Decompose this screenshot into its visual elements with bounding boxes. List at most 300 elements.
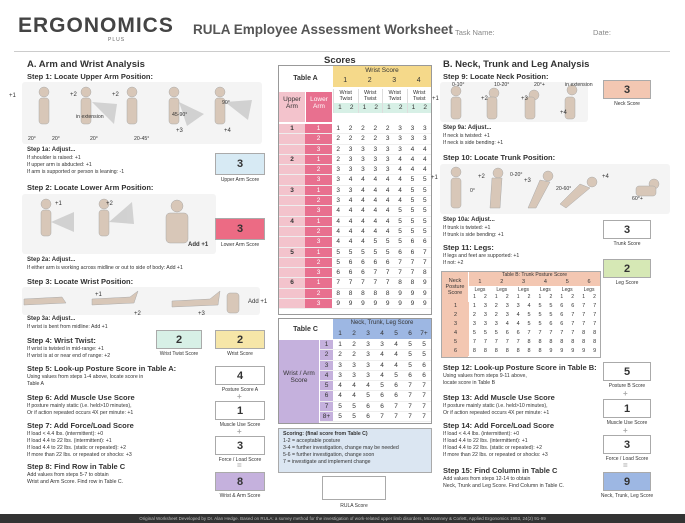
table-a-cell: 5 (410, 197, 415, 205)
table-a-cell: 7 (398, 258, 402, 266)
step15-note-2: Neck, Trunk and Leg Score. Find Column in Table C. (443, 483, 565, 489)
step11-note-1: If legs and feet are supported: +1 (443, 253, 520, 259)
table-b-cell: 6 (505, 330, 509, 336)
step2-title: Step 2: Locate Lower Arm Position: (27, 183, 154, 192)
table-b-cell: 8 (483, 348, 487, 354)
ua-fig-angle-1: 20° (28, 136, 36, 142)
step11-note-2: If not: +2 (443, 260, 464, 266)
leg-col-header: 1 (516, 294, 520, 300)
table-a-cell: 4 (398, 176, 402, 184)
table-a-cell: 5 (423, 176, 427, 184)
leg-col-header: 1 (473, 294, 476, 300)
step4-note-1: If wrist is twisted in mid-range: +1 (27, 346, 104, 352)
step14-note-3: If load 4.4 to 22 lbs. (static or repeated): +2 (443, 445, 543, 451)
table-b-cell: 8 (593, 339, 597, 345)
trunk-score-label: Trunk Score (613, 241, 641, 247)
header-divider (14, 51, 670, 52)
step3-title: Step 3: Locate Wrist Position: (27, 277, 134, 286)
step3a-note-1: If wrist is bent from midline: Add +1 (27, 324, 108, 330)
table-c-cell: 3 (338, 371, 342, 379)
wrist-score[interactable]: 2 (215, 330, 265, 349)
table-a-cell: 3 (336, 186, 340, 194)
table-a-cell: 9 (385, 300, 390, 308)
lower-arm-score[interactable]: 3 (215, 218, 265, 240)
table-c-cell: 7 (422, 392, 426, 400)
table-a-cell: 3 (373, 166, 378, 174)
table-b-trunk-col: 4 (543, 279, 547, 285)
wrist-score-label: Wrist Score (227, 351, 253, 357)
leg-col-header: 2 (483, 294, 487, 300)
step5-note-2: Table A (27, 381, 45, 387)
table-a-cell: 3 (336, 197, 340, 205)
wrist-score-header: Wrist Score (333, 66, 431, 75)
t-fig-angle-4: 60°+ (632, 196, 643, 202)
step2a-title: Step 2a: Adjust... (27, 257, 76, 263)
table-a-cell: 5 (410, 227, 415, 235)
table-a-cell: 6 (336, 269, 340, 277)
table-a-cell: 9 (398, 289, 402, 297)
table-a-cell: 6 (398, 248, 402, 256)
step2a-note-1: If either arm is working across midline or out to side of body: Add +1 (27, 265, 183, 271)
step4-note-2: If wrist is at or near end of range: +2 (27, 353, 111, 359)
table-b-title: Table B: Trunk Posture Score (469, 272, 600, 279)
table-c-cell: 4 (380, 371, 384, 379)
table-a-cell: 4 (361, 238, 365, 246)
table-c-row-header: 3 (320, 361, 333, 370)
table-a-cell: 4 (361, 227, 365, 235)
table-a-cell: 7 (348, 279, 353, 287)
table-a-cell: 6 (361, 258, 365, 266)
ua-fig-angle-2: 20° (52, 136, 60, 142)
step8-note-2: Wrist and Arm Score. Find row in Table C. (27, 479, 124, 485)
table-c-cell: 5 (408, 351, 412, 359)
table-a-cell: 6 (410, 248, 415, 256)
step10a-note-1: If trunk is twisted: +1 (443, 225, 491, 231)
task-name-label: Task Name: (455, 28, 495, 37)
table-a-cell: 9 (361, 300, 365, 308)
wrist-twist-score[interactable]: 2 (156, 330, 202, 349)
step12-note-2: locate score in Table B (443, 380, 496, 386)
muscle-use-score-b[interactable]: 1 (603, 399, 651, 418)
table-a-cell: 7 (398, 269, 402, 277)
table-a-row (279, 124, 431, 134)
table-c-cell: 7 (408, 402, 412, 410)
upper-arm-cell (279, 134, 305, 143)
table-c-row-header: 5 (320, 381, 333, 390)
posture-a-score[interactable]: 4 (215, 366, 265, 385)
step15-note-1: Add values from steps 12-14 to obtain (443, 476, 531, 482)
table-a-cell: 1 (336, 125, 340, 132)
step10a-note-2: If trunk is side bending: +1 (443, 232, 504, 238)
table-c-col-header: 2 (352, 330, 356, 337)
table-c-col-header: 1 (338, 330, 342, 337)
table-b-cell: 7 (560, 330, 564, 336)
table-c-cell: 5 (408, 361, 412, 369)
step14-note-4: If more than 22 lbs. or repeated or shocks: +3 (443, 452, 548, 458)
table-b-cell: 9 (549, 348, 553, 354)
table-a-cell: 4 (373, 186, 378, 194)
table-b-cell: 7 (549, 330, 553, 336)
table-b-cell: 8 (538, 348, 542, 354)
table-c-cell: 4 (394, 351, 398, 359)
table-a-cell: 4 (385, 176, 390, 184)
table-b-cell: 5 (527, 312, 531, 318)
neck-trunk-leg-score[interactable]: 9 (603, 472, 651, 491)
n-fig-label-1: +1 (432, 96, 439, 102)
table-a-row (279, 278, 431, 288)
table-a-cell: 3 (410, 135, 415, 143)
table-a-cell: 3 (348, 186, 353, 194)
n-fig-angle-4: in extension (565, 82, 593, 88)
step1a-title: Step 1a: Adjust... (27, 147, 76, 153)
step3a-title: Step 3a: Adjust... (27, 316, 76, 322)
table-b-cell: 9 (582, 348, 586, 354)
table-c-cell: 4 (394, 361, 398, 369)
table-c-cell: 3 (380, 341, 384, 348)
table-a-cell: 3 (398, 125, 402, 132)
lower-arm-cell: 2 (305, 289, 332, 298)
step8-note-1: Add values from steps 5-7 to obtain (27, 472, 109, 478)
table-a-cell: 5 (423, 197, 427, 205)
table-c-cell: 4 (338, 392, 342, 400)
scoring-line-2: 3-4 = further investigation, change may be needed (283, 445, 399, 451)
n-fig-angle-1: 0-10° (452, 82, 465, 88)
n-fig-angle-3: 20°+ (534, 82, 545, 88)
t-fig-angle-2: 0-20° (510, 172, 523, 178)
n-fig-angle-2: 10-20° (494, 82, 510, 88)
table-c-row-header: 4 (320, 371, 333, 380)
table-a-cell: 4 (361, 207, 365, 215)
upper-arm-cell: 4 (279, 217, 305, 226)
upper-arm-score-label: Upper Arm Score (220, 177, 260, 183)
trunk-score[interactable]: 3 (603, 220, 651, 239)
table-b-cell: 4 (527, 303, 531, 309)
table-b-cell: 3 (483, 303, 487, 309)
section-a-title: A. Arm and Wrist Analysis (27, 59, 145, 70)
table-a-cell: 3 (385, 145, 390, 153)
table-a-cell: 7 (385, 279, 390, 287)
table-a-cell: 4 (410, 166, 415, 174)
table-a-cell: 7 (423, 248, 427, 256)
table-a-cell: 4 (385, 197, 390, 205)
step12-title: Step 12: Look-up Posture Score in Table B: (443, 363, 597, 372)
neck-score[interactable]: 3 (603, 80, 651, 99)
twist-col-header: 1 (411, 104, 416, 111)
leg-score[interactable]: 2 (603, 259, 651, 278)
legs-group (556, 287, 578, 301)
table-b-row (442, 338, 600, 347)
table-c-row (320, 340, 431, 350)
step5-note-1: Using values from steps 1-4 above, locate score in (27, 374, 144, 380)
step1a-note-3: If arm is supported or person is leaning: -1 (27, 169, 125, 175)
table-b-trunk-col: 2 (500, 279, 504, 285)
table-b-cell: 9 (560, 348, 564, 354)
table-b-cell: 5 (538, 312, 542, 318)
table-b-legs-cols (469, 287, 600, 301)
wrist-col-header: 3 (392, 77, 397, 84)
table-c-row (320, 350, 431, 360)
table-c-cell: 5 (380, 382, 384, 390)
table-b-cell: 6 (560, 303, 564, 309)
legs-group (534, 287, 556, 301)
table-a-row (279, 134, 431, 144)
table-a-cell: 4 (423, 155, 427, 163)
table-c-header: Neck, Trunk, Leg Score (333, 319, 431, 328)
table-b-cell: 8 (494, 348, 498, 354)
table-a-cell: 4 (361, 217, 365, 225)
table-b-cell: 2 (472, 312, 476, 318)
w-fig-label-3: +3 (198, 311, 205, 317)
table-a-cell: 3 (361, 155, 365, 163)
table-a-row (279, 186, 431, 196)
table-a-cell: 4 (361, 186, 365, 194)
lower-arm-cell: 2 (305, 165, 332, 174)
table-c-col-header: 4 (380, 330, 384, 337)
step1-title: Step 1: Locate Upper Arm Position: (27, 72, 153, 81)
table-a-cell: 2 (373, 125, 378, 132)
ua-fig-label-2: +2 (70, 92, 77, 98)
logo: ERGONOMICS (18, 14, 174, 37)
table-b-cell: 3 (505, 303, 509, 309)
table-c-col-header: 6 (408, 330, 412, 337)
table-b-cell: 3 (494, 321, 498, 327)
step4-title: Step 4: Wrist Twist: (27, 336, 96, 345)
table-a-cell: 5 (336, 248, 340, 256)
force-load-score-a[interactable]: 3 (215, 436, 265, 455)
table-a-cell: 4 (410, 145, 415, 153)
table-c-cell: 5 (422, 341, 426, 348)
table-a-cell: 8 (336, 289, 340, 297)
table-a-row (279, 289, 431, 299)
footer-credit: Original Worksheet Developed by Dr. Alan Hedge. Based on RULA: a survey method for the investigation of work-related upper limb disorders, McAtamney & Corlett, Applied Ergonomics 1993, 24(2) 91-99 (0, 514, 685, 523)
table-b-cell: 5 (549, 303, 553, 309)
wrist-twist-label: Wrist Twist (388, 90, 402, 102)
table-b-cell: 7 (593, 303, 597, 309)
table-b-cell: 7 (571, 330, 575, 336)
lower-arm-cell: 2 (305, 227, 332, 236)
table-b-cell: 7 (505, 339, 509, 345)
table-b-cell: 9 (593, 348, 597, 354)
table-b-cell: 3 (483, 321, 487, 327)
rula-score-label: RULA Score (340, 503, 368, 509)
table-b-row (442, 347, 600, 356)
la-fig-label-1: +1 (55, 201, 62, 207)
table-b-cell: 5 (538, 303, 542, 309)
table-c-cell: 3 (366, 351, 370, 359)
wrist-arm-score-header: Wrist / Arm Score (279, 340, 319, 423)
leg-col-header: 2 (527, 294, 531, 300)
table-b-cell: 8 (527, 339, 531, 345)
twist-col-header: 2 (423, 104, 427, 111)
legs-group (491, 287, 513, 301)
step9a-title: Step 9a: Adjust... (443, 125, 492, 131)
table-b-cell: 3 (505, 312, 509, 318)
table-a-row (279, 248, 431, 258)
table-a-cell: 5 (423, 227, 427, 235)
table-a-cell: 3 (423, 125, 427, 132)
lower-arm-cell: 1 (305, 186, 332, 195)
ua-fig-angle-7: 90° (222, 100, 230, 106)
upper-arm-cell (279, 145, 305, 154)
table-b-cell: 5 (472, 330, 476, 336)
table-a-row (279, 217, 431, 227)
table-b-cell: 7 (571, 321, 575, 327)
ua-fig-label-5: +4 (224, 128, 231, 134)
table-c-cell: 7 (422, 382, 426, 390)
table-a-cell: 2 (385, 125, 390, 132)
table-a-cell: 2 (348, 135, 353, 143)
table-a-cell: 4 (348, 176, 353, 184)
table-a-cell: 5 (423, 217, 427, 225)
table-a-cell: 4 (423, 166, 427, 174)
twist-group (333, 89, 358, 113)
table-b-cell: 8 (516, 348, 520, 354)
table-c-col-header: 3 (366, 330, 370, 337)
table-c-row (320, 412, 431, 422)
table-a-cell: 5 (385, 248, 390, 256)
lower-arm-position-figure (22, 194, 216, 254)
leg-col-header: 2 (593, 294, 596, 300)
upper-arm-score[interactable]: 3 (215, 153, 265, 175)
table-a-row (279, 227, 431, 237)
step7-note-3: If load 4.4 to 22 lbs. (static or repeated): +2 (27, 445, 127, 451)
force-load-score-b[interactable]: 3 (603, 435, 651, 454)
plus-icon: + (237, 392, 242, 401)
table-b-row (442, 320, 600, 329)
table-a-cell: 7 (373, 269, 378, 277)
legs-label: Legs (518, 287, 529, 293)
table-b-cell: 7 (494, 339, 498, 345)
table-a-cell: 3 (373, 155, 378, 163)
table-a-cell: 4 (385, 186, 390, 194)
table-c-cell: 2 (352, 351, 356, 359)
table-c-cell: 3 (352, 361, 356, 369)
wrist-arm-score[interactable]: 8 (215, 472, 265, 491)
table-a-cell: 6 (348, 258, 353, 266)
rula-score-box[interactable] (322, 476, 386, 500)
wrist-col-header: 4 (416, 77, 421, 84)
table-a-cell: 7 (410, 258, 415, 266)
upper-arm-cell: 2 (279, 155, 305, 164)
table-c-cell: 7 (394, 402, 398, 410)
w-fig-label-2: +2 (134, 311, 141, 317)
section-b-title: B. Neck, Trunk and Leg Analysis (443, 59, 590, 70)
wrist-score-cols (333, 75, 431, 87)
plus-icon: + (623, 389, 628, 398)
table-c-cell: 3 (366, 371, 370, 379)
table-a-cell: 3 (348, 155, 353, 163)
lower-arm-header: Lower Arm (306, 92, 332, 122)
table-a-cell: 3 (398, 145, 402, 153)
table-b-cell: 2 (494, 303, 498, 309)
table-a-cell: 3 (385, 155, 390, 163)
table-b-cell: 8 (582, 339, 586, 345)
wrist-twist-label: Wrist Twist (412, 90, 426, 102)
table-c-cell: 6 (366, 402, 370, 410)
table-c-cell: 1 (338, 341, 342, 348)
equals-icon: = (623, 461, 628, 470)
neck-trunk-leg-score-label: Neck, Trunk, Leg Score (600, 493, 654, 499)
twist-group (358, 89, 383, 113)
table-c-cell: 3 (352, 371, 356, 379)
table-b-cell: 6 (549, 321, 553, 327)
table-a-cell: 4 (373, 176, 378, 184)
w-fig-label-4: Add +1 (248, 299, 268, 305)
table-b (442, 302, 600, 356)
muscle-use-score-a[interactable]: 1 (215, 401, 265, 420)
leg-col-header: 2 (505, 294, 509, 300)
table-c-cell: 5 (422, 351, 426, 359)
scoring-legend (278, 428, 432, 473)
table-c-row (320, 361, 431, 371)
ua-fig-label-4: +3 (176, 128, 183, 134)
lower-arm-score-label: Lower Arm Score (220, 242, 260, 248)
table-a-cell: 4 (348, 207, 353, 215)
table-c-cell: 5 (366, 392, 370, 400)
table-b-cell: 3 (472, 321, 476, 327)
table-c-row-header: 7 (320, 402, 333, 411)
table-b-cell: 7 (593, 321, 597, 327)
table-b-row (442, 302, 600, 311)
upper-arm-cell: 5 (279, 248, 305, 257)
table-a-cell: 2 (373, 135, 378, 143)
table-b-cell: 8 (527, 348, 531, 354)
table-b-cell: 8 (571, 339, 575, 345)
table-a-cell: 4 (423, 145, 427, 153)
legs-group (469, 287, 491, 301)
wrist-twist-label: Wrist Twist (363, 90, 377, 102)
table-c-cols (333, 328, 431, 339)
table-a-cell: 7 (423, 258, 427, 266)
table-c-row-header: 1 (320, 340, 333, 349)
upper-arm-cell (279, 196, 305, 205)
table-c (320, 340, 431, 422)
upper-arm-cell (279, 258, 305, 267)
table-b-cell: 4 (505, 321, 509, 327)
step13-note-1: If posture mainly static (i.e. held>10 minutes), (443, 403, 548, 409)
posture-b-score[interactable]: 5 (603, 362, 651, 381)
step12-note-1: Using values from steps 9-11 above, (443, 373, 527, 379)
step6-note-1: If posture mainly static (i.e. held>10 minutes), (27, 403, 132, 409)
la-fig-label-2: +2 (106, 201, 113, 207)
neck-score-label: Neck Score (614, 101, 640, 107)
table-c-row (320, 371, 431, 381)
table-a-label: Table A (293, 74, 318, 82)
table-a-cell: 9 (423, 300, 427, 308)
table-a-cell: 5 (348, 248, 353, 256)
twist-col-header: 1 (362, 104, 367, 111)
table-b-row-header: 3 (442, 320, 469, 329)
step10a-title: Step 10a: Adjust... (443, 217, 495, 223)
n-fig-label-4: +4 (560, 110, 567, 116)
table-b-row (442, 311, 600, 320)
scores-title: Scores (324, 55, 356, 66)
table-a-cell: 4 (373, 207, 378, 215)
table-c-cell: 6 (380, 402, 384, 410)
leg-col-header: 1 (494, 294, 498, 300)
table-a-cell: 9 (373, 300, 378, 308)
lower-arm-cell: 3 (305, 206, 332, 215)
table-a-cell: 5 (410, 186, 415, 194)
table-a-cell: 2 (336, 145, 340, 153)
table-a-cell: 4 (348, 238, 353, 246)
table-c-cell: 3 (338, 361, 342, 369)
table-a-cell: 9 (423, 279, 427, 287)
lower-arm-cell: 1 (305, 124, 332, 133)
upper-arm-cell (279, 268, 305, 277)
table-a-cell: 8 (361, 289, 365, 297)
table-a-cell: 5 (398, 227, 402, 235)
